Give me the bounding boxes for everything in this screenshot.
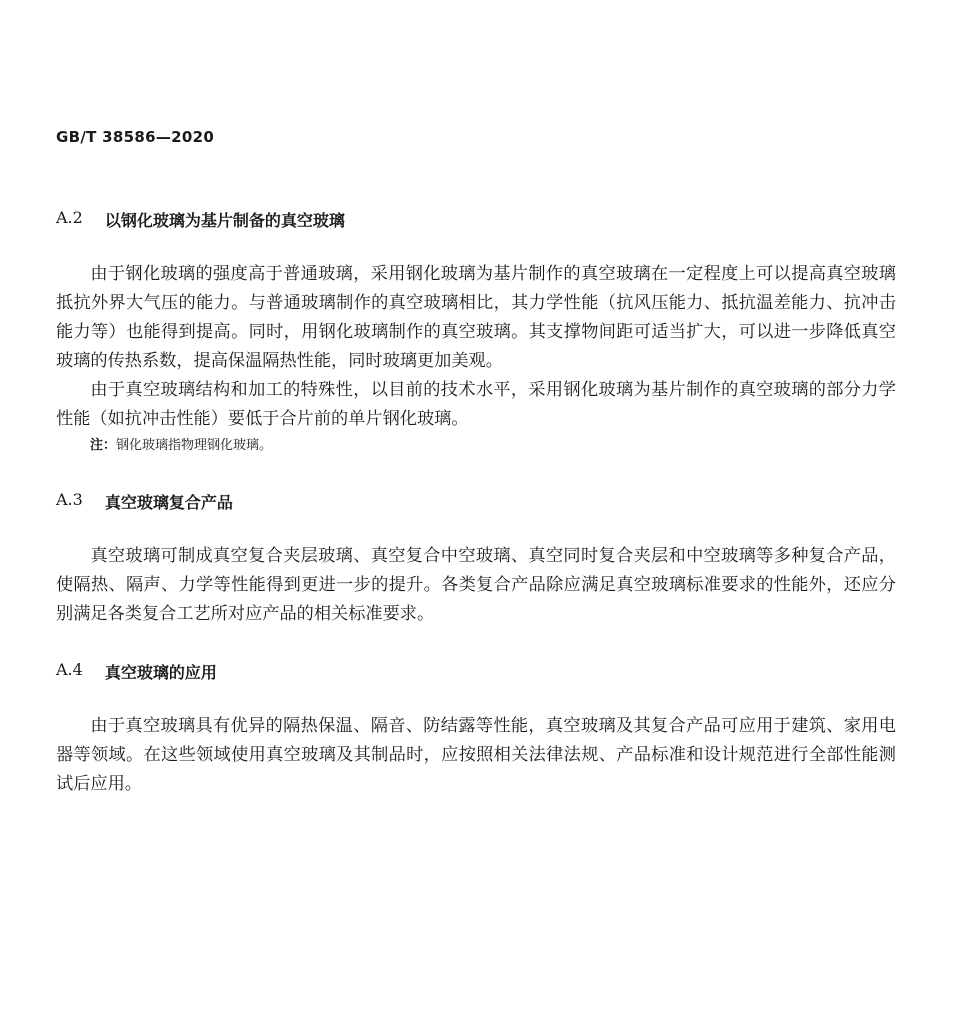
paragraph-a3-1: 真空玻璃可制成真空复合夹层玻璃、真空复合中空玻璃、真空同时复合夹层和中空玻璃等多种复合产品，使隔热、隔声、力学等性能得到更进一步的提升。各类复合产品除应满足真空玻璃标准要求的性能外，还应分别满足各类复合工艺所对应产品的相关标准要求。	[56, 546, 896, 624]
paragraph-a2-2: 由于真空玻璃结构和加工的特殊性，以目前的技术水平，采用钢化玻璃为基片制作的真空玻璃的部分力学性能（如抗冲击性能）要低于合片前的单片钢化玻璃。	[56, 380, 896, 429]
section-number: A.3	[56, 490, 83, 509]
note	[90, 436, 272, 456]
section-heading-a2	[56, 208, 345, 231]
section-heading-a3	[56, 490, 233, 513]
paragraph-a2-1: 由于钢化玻璃的强度高于普通玻璃，采用钢化玻璃为基片制作的真空玻璃在一定程度上可以提高真空玻璃抵抗外界大气压的能力。与普通玻璃制作的真空玻璃相比，其力学性能（抗风压能力、抵抗温差能力、抗冲击能力等）也能得到提高。同时，用钢化玻璃制作的真空玻璃。其支撑物间距可适当扩大，可以进一步降低真空玻璃的传热系数，提高保温隔热性能，同时玻璃更加美观。	[56, 264, 896, 371]
section-title: 真空玻璃的应用	[104, 663, 217, 682]
section-heading-a4	[56, 660, 217, 683]
section-number: A.2	[56, 208, 83, 227]
note-label: 注：	[90, 438, 117, 453]
section-title: 以钢化玻璃为基片制备的真空玻璃	[104, 211, 345, 230]
section-number: A.4	[56, 660, 83, 679]
note-text: 钢化玻璃指物理钢化玻璃。	[116, 438, 273, 453]
section-title: 真空玻璃复合产品	[104, 493, 233, 512]
standard-number: GB/T 38586—2020	[56, 128, 215, 146]
paragraph-a4-1: 由于真空玻璃具有优异的隔热保温、隔音、防结露等性能，真空玻璃及其复合产品可应用于建筑、家用电器等领域。在这些领域使用真空玻璃及其制品时，应按照相关法律法规、产品标准和设计规范进行全部性能测试后应用。	[56, 716, 896, 794]
